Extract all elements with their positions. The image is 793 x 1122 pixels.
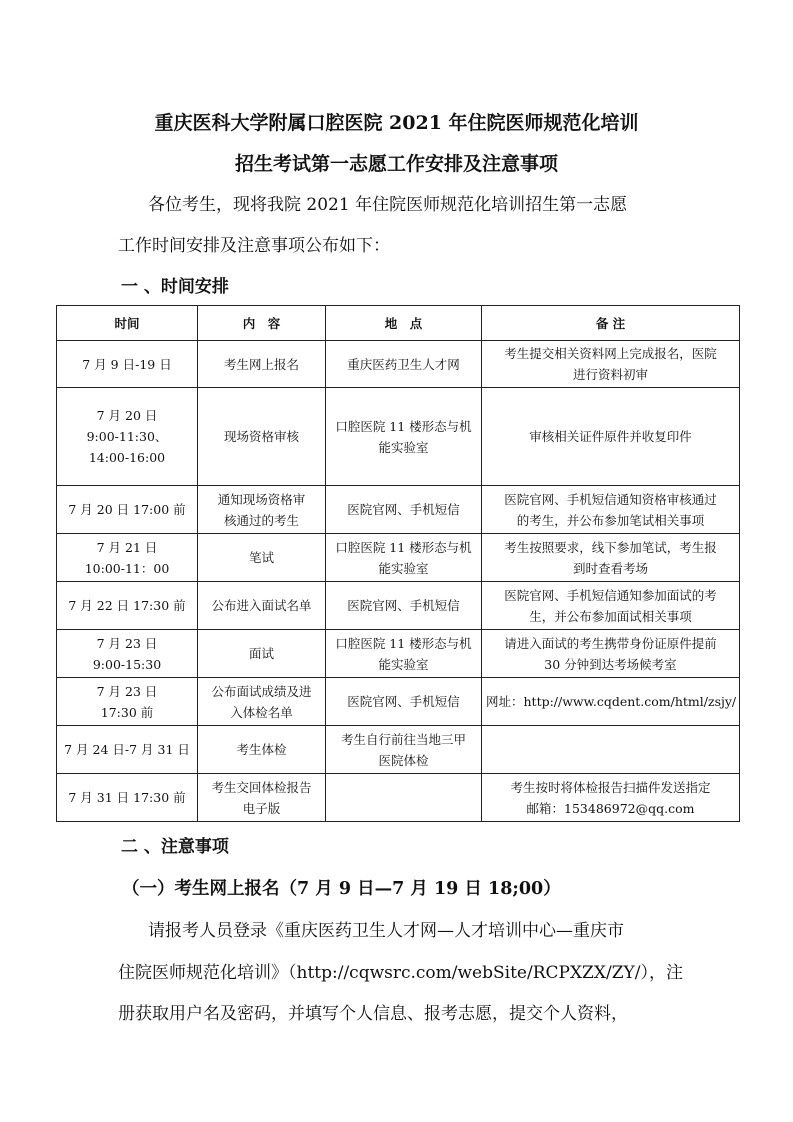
table-cell-place — [326, 774, 482, 822]
table-cell-content — [198, 774, 326, 822]
cell-text: 30 分钟到达考场候考室 — [544, 656, 677, 672]
table-cell-content — [198, 726, 326, 774]
column-header-content: 内 容 — [198, 306, 326, 341]
table-cell-note — [482, 486, 740, 534]
table-cell-note — [482, 678, 740, 726]
table-cell-note — [482, 534, 740, 582]
cell-text: 17:30 前 — [100, 704, 154, 720]
paragraph-line1: 请报考人员登录《重庆医药卫生人才网—人才培训中心—重庆市 — [148, 921, 624, 941]
table-cell-time — [57, 582, 198, 630]
table-cell-time — [57, 486, 198, 534]
cell-text: 医院官网、手机短信 — [347, 598, 460, 613]
intro-paragraph-line2: 工作时间安排及注意事项公布如下： — [118, 236, 390, 256]
table-row — [57, 534, 740, 582]
cell-text: 邮箱：153486972@qq.com — [526, 800, 695, 816]
cell-text: 14:00-16:00 — [88, 450, 166, 465]
section-heading-notes: 二 、注意事项 — [121, 837, 229, 857]
paragraph-line2: 住院医师规范化培训》（http://cqwsrc.com/webSite/RCPXZX/ZY/），注 — [118, 963, 683, 983]
section-heading-schedule: 一 、时间安排 — [121, 277, 229, 297]
schedule-table — [56, 305, 740, 822]
cell-text: 能实验室 — [378, 560, 429, 576]
table-row — [57, 582, 740, 630]
cell-text: 网址：http://www.cqdent.com/html/zsjy/ — [486, 694, 737, 709]
cell-text: 重庆医药卫生人才网 — [347, 356, 460, 372]
cell-text: 核通过的考生 — [223, 512, 299, 528]
cell-text: 考生提交相关资料网上完成报名，医院 — [504, 346, 717, 361]
table-cell-time — [57, 341, 198, 388]
cell-text: 审核相关证件原件并收复印件 — [529, 429, 692, 444]
cell-text: 考生按时将体检报告扫描件发送指定 — [510, 779, 711, 795]
table-row — [57, 388, 740, 486]
table-row — [57, 486, 740, 534]
table-cell-content — [198, 341, 326, 388]
cell-text: 考生自行前往当地三甲 — [340, 731, 466, 747]
table-header-row — [57, 306, 740, 341]
cell-text: 医院体检 — [378, 752, 429, 768]
table-cell-content — [198, 630, 326, 678]
column-header-place: 地 点 — [326, 306, 482, 341]
table-cell-place — [326, 388, 482, 486]
table-cell-place — [326, 726, 482, 774]
table-cell-content — [198, 582, 326, 630]
cell-text: 口腔医院 11 楼形态与机 — [335, 539, 472, 555]
cell-text: 考生交回体检报告 — [211, 779, 312, 795]
table-cell-place — [326, 678, 482, 726]
table-cell-place — [326, 341, 482, 388]
table-row — [57, 678, 740, 726]
table-cell-content — [198, 534, 326, 582]
table-row — [57, 774, 740, 822]
table-cell-time — [57, 534, 198, 582]
document-title-line2: 招生考试第一志愿工作安排及注意事项 — [234, 153, 558, 175]
cell-text: 生，并公布参加面试相关事项 — [529, 608, 692, 624]
cell-text: 10:00-11：00 — [84, 560, 170, 576]
cell-text: 能实验室 — [378, 439, 429, 455]
table-cell-place — [326, 486, 482, 534]
cell-text: 7 月 20 日 17:00 前 — [68, 502, 186, 517]
cell-text: 7 月 9 日-19 日 — [82, 356, 172, 372]
paragraph-line3: 册获取用户名及密码，并填写个人信息、报考志愿，提交个人资料， — [118, 1004, 628, 1024]
table-row — [57, 630, 740, 678]
cell-text: 能实验室 — [378, 656, 429, 672]
cell-text: 7 月 24 日-7 月 31 日 — [64, 742, 190, 757]
table-row — [57, 341, 740, 388]
cell-text: 通知现场资格审 — [217, 491, 306, 507]
table-cell-time — [57, 726, 198, 774]
cell-text: 考生体检 — [236, 742, 287, 757]
table-cell-note — [482, 630, 740, 678]
table-cell-time — [57, 388, 198, 486]
table-cell-note — [482, 582, 740, 630]
cell-text: 7 月 23 日 — [96, 635, 158, 651]
cell-text: 9:00-11:30、 — [86, 429, 168, 444]
cell-text: 7 月 22 日 17:30 前 — [68, 598, 186, 613]
column-header-time: 时间 — [57, 306, 198, 341]
cell-text: 7 月 20 日 — [96, 408, 158, 423]
table-cell-content — [198, 388, 326, 486]
table-cell-content — [198, 678, 326, 726]
cell-text: 电子版 — [242, 800, 281, 816]
cell-text: 公布进入面试名单 — [211, 598, 312, 613]
cell-text: 口腔医院 11 楼形态与机 — [335, 635, 472, 651]
table-cell-note — [482, 388, 740, 486]
cell-text: 进行资料初审 — [572, 367, 648, 382]
cell-text: 公布面试成绩及进 — [211, 683, 312, 699]
cell-text: 面试 — [248, 646, 274, 661]
table-cell-note — [482, 774, 740, 822]
intro-paragraph-line1: 各位考生，现将我院 2021 年住院医师规范化培训招生第一志愿 — [148, 195, 628, 215]
cell-text: 考生网上报名 — [223, 356, 299, 372]
cell-text: 到时查看考场 — [572, 560, 648, 576]
table-row — [57, 726, 740, 774]
cell-text: 口腔医院 11 楼形态与机 — [335, 418, 472, 434]
cell-text: 医院官网、手机短信通知资格审核通过 — [504, 491, 717, 507]
cell-text: 的考生，并公布参加笔试相关事项 — [516, 512, 705, 528]
cell-text: 笔试 — [248, 550, 274, 565]
table-cell-place — [326, 630, 482, 678]
document-title-line1: 重庆医科大学附属口腔医院 2021 年住院医师规范化培训 — [154, 112, 639, 134]
table-cell-note — [482, 726, 740, 774]
cell-text: 医院官网、手机短信通知参加面试的考 — [504, 587, 717, 603]
cell-text: 医院官网、手机短信 — [347, 694, 460, 709]
cell-text: 9:00-15:30 — [92, 656, 162, 672]
table-cell-time — [57, 630, 198, 678]
cell-text: 现场资格审核 — [223, 429, 299, 444]
subsection-heading-online-registration: （一）考生网上报名（7 月 9 日—7 月 19 日 18;00） — [122, 879, 561, 899]
table-cell-time — [57, 678, 198, 726]
column-header-note: 备 注 — [482, 306, 740, 341]
table-cell-time — [57, 774, 198, 822]
table-cell-content — [198, 486, 326, 534]
cell-text: 入体检名单 — [230, 704, 293, 720]
cell-text: 请进入面试的考生携带身份证原件提前 — [504, 635, 717, 651]
cell-text: 7 月 31 日 17:30 前 — [68, 790, 186, 805]
table-cell-place — [326, 582, 482, 630]
table-cell-note — [482, 341, 740, 388]
table-cell-place — [326, 534, 482, 582]
cell-text: 医院官网、手机短信 — [347, 502, 460, 517]
cell-text: 7 月 23 日 — [96, 683, 158, 699]
cell-text: 考生按照要求，线下参加笔试，考生报 — [504, 539, 717, 555]
cell-text: 7 月 21 日 — [96, 539, 158, 555]
